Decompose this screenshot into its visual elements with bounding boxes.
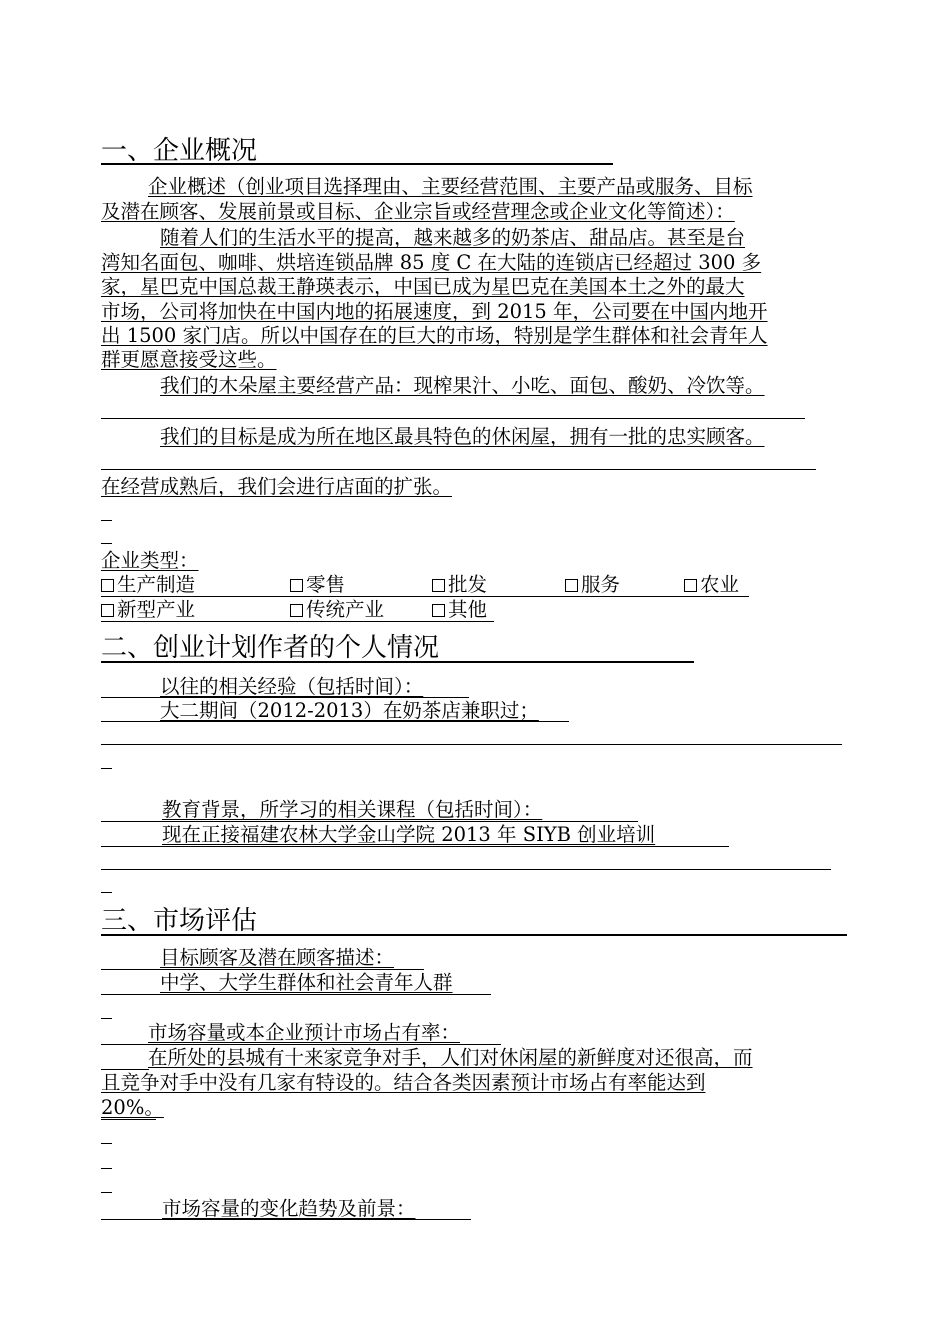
option-new-industry[interactable]: 新型产业: [101, 598, 195, 622]
option-service[interactable]: 服务: [565, 573, 620, 597]
experience-value: 大二期间（2012-2013）在奶茶店兼职过；: [160, 699, 539, 722]
checkbox-icon[interactable]: [101, 604, 114, 617]
option-manufacturing[interactable]: 生产制造: [101, 573, 195, 597]
blank-line: [101, 469, 816, 470]
market-trend-label: 市场容量的变化趋势及前景：: [162, 1197, 416, 1220]
checkbox-icon[interactable]: [432, 579, 445, 592]
indent-underline: [101, 1069, 149, 1070]
section-2-heading: 二、创业计划作者的个人情况: [101, 633, 440, 663]
blank-line: [101, 869, 831, 870]
heading-underline: [101, 163, 613, 165]
blank-dash: [101, 768, 112, 769]
goal-line: 我们的目标是成为所在地区最具特色的休闲屋，拥有一批的忠实顾客。: [160, 425, 765, 448]
blank-dash: [101, 1143, 112, 1144]
para-line-5: 出 1500 家门店。所以中国存在的巨大的市场，特别是学生群体和社会青年人: [101, 324, 768, 347]
checkbox-icon[interactable]: [565, 579, 578, 592]
value-underline: [101, 721, 569, 722]
target-customer-label: 目标顾客及潜在顾客描述：: [160, 946, 395, 969]
blank-dash: [101, 1018, 112, 1019]
option-agriculture[interactable]: 农业: [684, 573, 739, 597]
para-line-4: 市场，公司将加快在中国内地的拓展速度，到 2015 年，公司要在中国内地开: [101, 300, 768, 323]
blank-line: [101, 744, 842, 745]
target-customer-value: 中学、大学生群体和社会青年人群: [160, 971, 453, 994]
label-underline: [101, 1044, 501, 1045]
blank-dash: [101, 543, 112, 544]
option-traditional-industry[interactable]: 传统产业: [290, 598, 384, 622]
label-underline: [101, 1219, 471, 1220]
options-underline: [101, 596, 749, 597]
market-share-line-2: 且竞争对手中没有几家有特设的。结合各类因素预计市场占有率能达到: [101, 1071, 706, 1094]
heading-underline: [101, 661, 694, 663]
market-share-line-3: 20%。: [101, 1096, 164, 1119]
value-underline: [101, 846, 729, 847]
value-underline: [101, 1119, 156, 1120]
para-line-6: 群更愿意接受这些。: [101, 348, 277, 371]
intro-line-2: 及潜在顾客、发展前景或目标、企业宗旨或经营理念或企业文化等简述）：: [101, 200, 735, 223]
market-share-line-1: 在所处的县城有十来家竞争对手，人们对休闲屋的新鲜度对还很高，而: [148, 1046, 753, 1069]
education-label: 教育背景，所学习的相关课程（包括时间）：: [162, 798, 543, 821]
para-line-2: 湾知名面包、咖啡、烘培连锁品牌 85 度 C 在大陆的连锁店已经超过 300 多: [101, 251, 762, 274]
label-underline: [101, 969, 424, 970]
label-underline: [101, 697, 469, 698]
section-1-heading: 一、企业概况: [101, 136, 258, 166]
checkbox-icon[interactable]: [290, 604, 303, 617]
option-other[interactable]: 其他: [432, 598, 487, 622]
value-underline: [101, 994, 491, 995]
enterprise-type-label: 企业类型：: [101, 549, 199, 572]
experience-label: 以往的相关经验（包括时间）：: [160, 675, 424, 698]
blank-dash: [101, 1192, 112, 1193]
intro-line-1: 企业概述（创业项目选择理由、主要经营范围、主要产品或服务、目标: [148, 175, 753, 198]
option-retail[interactable]: 零售: [290, 573, 345, 597]
checkbox-icon[interactable]: [290, 579, 303, 592]
para-line-3: 家，星巴克中国总裁王静瑛表示，中国已成为星巴克在美国本土之外的最大: [101, 275, 745, 298]
education-value: 现在正接福建农林大学金山学院 2013 年 SIYB 创业培训: [162, 823, 656, 846]
blank-dash: [101, 1168, 112, 1169]
heading-underline: [101, 934, 847, 936]
label-underline: [101, 821, 638, 822]
section-3-heading: 三、市场评估: [101, 906, 258, 936]
checkbox-icon[interactable]: [432, 604, 445, 617]
checkbox-icon[interactable]: [101, 579, 114, 592]
expand-line: 在经营成熟后，我们会进行店面的扩张。: [101, 475, 453, 498]
market-share-label: 市场容量或本企业预计市场占有率：: [148, 1021, 461, 1044]
para-line-1: 随着人们的生活水平的提高，越来越多的奶茶店、甜品店。甚至是台: [160, 226, 746, 249]
option-wholesale[interactable]: 批发: [432, 573, 487, 597]
blank-line: [101, 418, 805, 419]
checkbox-icon[interactable]: [684, 579, 697, 592]
products-line: 我们的木朵屋主要经营产品：现榨果汁、小吃、面包、酸奶、冷饮等。: [160, 374, 765, 397]
blank-dash: [101, 520, 112, 521]
blank-dash: [101, 892, 112, 893]
